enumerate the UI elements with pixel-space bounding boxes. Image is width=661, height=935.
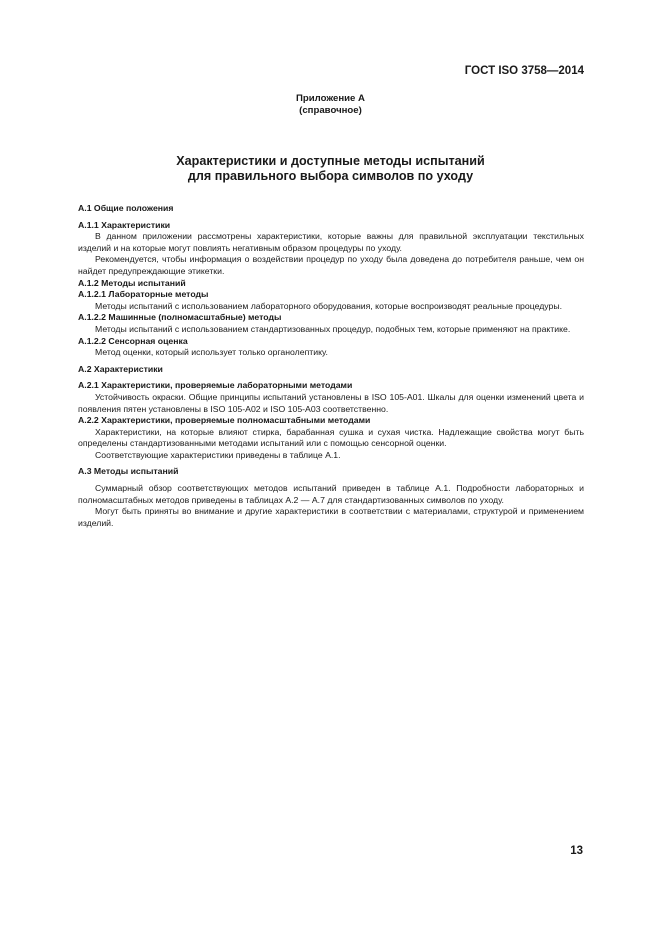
section-a22-heading: А.2.2 Характеристики, проверяемые полномасштабными методами (78, 415, 371, 426)
paragraph: В данном приложении рассмотрены характеристики, которые важны для правильной эксплуатации текстильных изделий и на которые могут повлиять негативным образом процедуры по уходу. (78, 231, 584, 253)
document-code: ГОСТ ISO 3758—2014 (464, 65, 584, 77)
appendix-heading (0, 93, 661, 117)
section-a11-heading: А.1.1 Характеристики (78, 219, 171, 230)
paragraph: Суммарный обзор соответствующих методов испытаний приведен в таблице А.1. Подробности лабораторных и полномасштабных методов приведены в таблицах А.2 — А.7 для стандартизованных символов по уходу. (78, 483, 584, 505)
section-a12-heading: А.1.2 Методы испытаний (78, 277, 186, 288)
section-a3-heading: А.3 Методы испытаний (78, 466, 179, 477)
title-line-2: для правильного выбора символов по уходу (187, 169, 474, 183)
title-line-1: Характеристики и доступные методы испытаний (176, 154, 485, 168)
section-a2-heading: А.2 Характеристики (78, 363, 163, 374)
paragraph: Методы испытаний с использованием лабораторного оборудования, которые воспроизводят реальные процедуры. (95, 300, 563, 311)
appendix-title (0, 154, 661, 184)
paragraph: Рекомендуется, чтобы информация о воздействии процедур по уходу была доведена до потребителя раньше, чем он найдет предупреждающие этикетки. (78, 254, 584, 276)
paragraph: Соответствующие характеристики приведены в таблице А.1. (95, 449, 341, 460)
paragraph: Методы испытаний с использованием стандартизованных процедур, подобных тем, которые применяют на практике. (95, 323, 571, 334)
page-number: 13 (570, 845, 583, 857)
section-a1-heading: А.1 Общие положения (78, 203, 174, 213)
section-a121-heading: А.1.2.1 Лабораторные методы (78, 289, 209, 300)
appendix-label: Приложение А (296, 93, 365, 104)
paragraph: Устойчивость окраски. Общие принципы испытаний установлены в ISO 105-A01. Шкалы для оценки изменений цвета и появления пятен установлены в ISO 105-A02 и ISO 105-A03 соответственно. (78, 391, 584, 414)
paragraph: Характеристики, на которые влияют стирка, барабанная сушка и сухая чистка. Надлежащие свойства могут быть определены стандартизованными методами испытаний или с помощью сенсорной оценки. (78, 426, 584, 449)
section-a122-machine-heading: А.1.2.2 Машинные (полномасштабные) методы (78, 312, 282, 323)
section-a21-heading: А.2.1 Характеристики, проверяемые лабораторными методами (78, 380, 353, 391)
paragraph: Метод оценки, который использует только органолептику. (95, 347, 328, 358)
paragraph: Могут быть приняты во внимание и другие характеристики в соответствии с материалами, структурой и применением изделий. (78, 506, 584, 528)
appendix-type: (справочное) (299, 105, 362, 116)
document-body (78, 203, 584, 529)
section-a122-sensory-heading: А.1.2.2 Сенсорная оценка (78, 335, 188, 346)
